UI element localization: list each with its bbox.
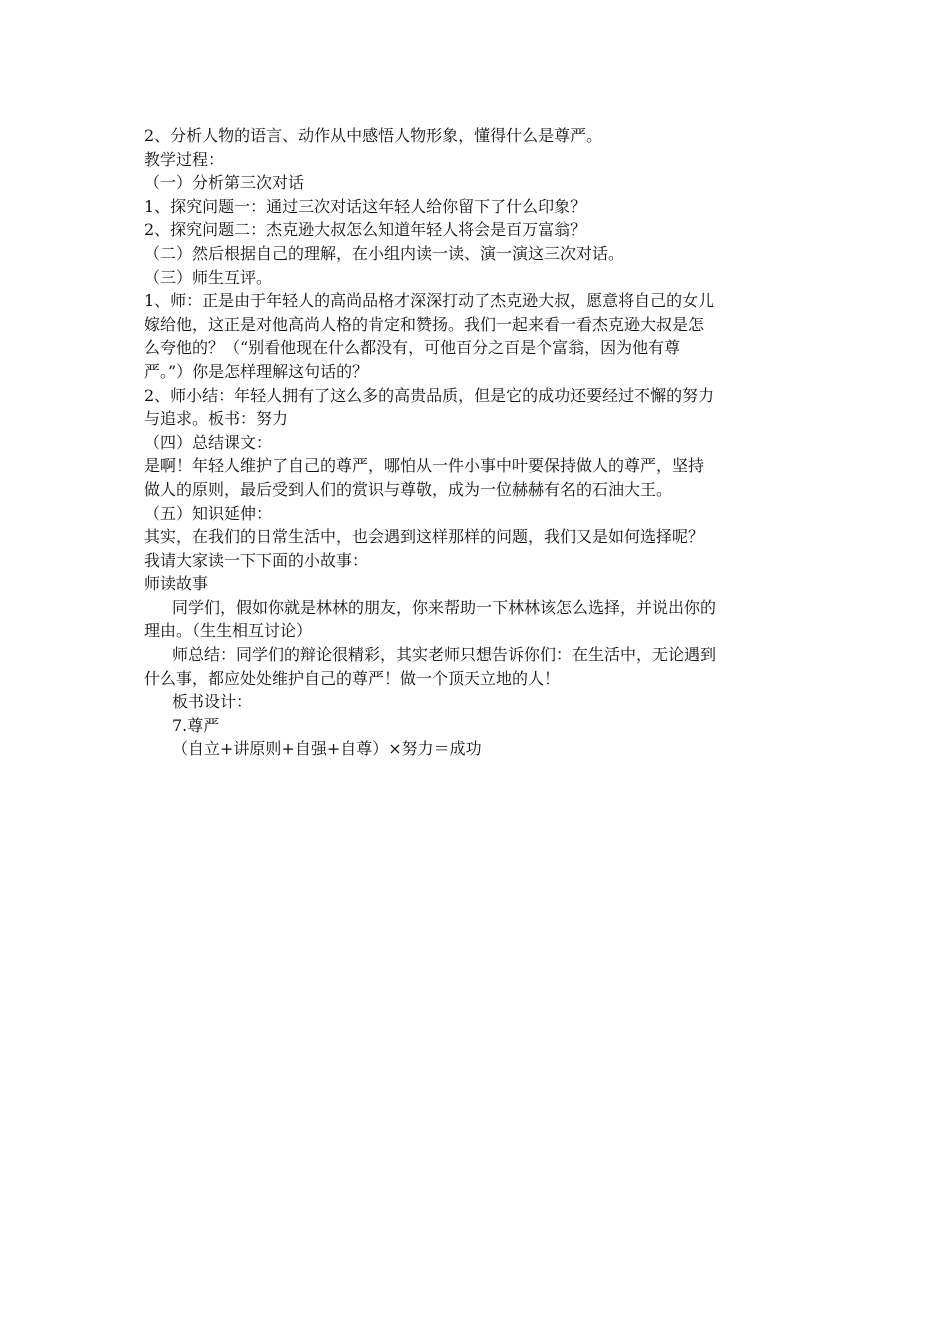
teacher-comment-paragraph xyxy=(144,289,810,383)
lesson-summary-line: 做人的原则，最后受到人们的赏识与尊敬，成为一位赫赫有名的石油大王。 xyxy=(144,479,673,499)
teacher-comment-line: 严。”）你是怎样理解这句话的？ xyxy=(144,361,369,381)
teacher-final-summary-line: 师总结：同学们的辩论很精彩，其实老师只想告诉你们：在生活中，无论遇到 xyxy=(172,645,717,665)
extension-line: 我请大家读一下下面的小故事： xyxy=(144,550,369,570)
section-2-heading: （二）然后根据自己的理解，在小组内读一读、演一演这三次对话。 xyxy=(144,243,625,263)
board-design-heading: 板书设计： xyxy=(172,692,253,712)
teacher-comment-line: 1、师：正是由于年轻人的高尚品格才深深打动了杰克逊大叔，愿意将自己的女儿 xyxy=(144,291,715,311)
teacher-comment-line: 嫁给他，这正是对他高尚人格的肯定和赞扬。我们一起来看一看杰克逊大叔是怎 xyxy=(144,314,705,334)
question-2: 2、探究问题二：杰克逊大叔怎么知道年轻人将会是百万富翁？ xyxy=(144,220,587,240)
document-page xyxy=(144,124,810,761)
section-3-heading: （三）师生互评。 xyxy=(144,267,273,287)
lesson-summary-paragraph xyxy=(144,454,810,501)
board-design-title: 7.尊严 xyxy=(172,715,220,735)
section-5-heading: （五）知识延伸： xyxy=(144,503,273,523)
extension-line: 其实，在我们的日常生活中，也会遇到这样那样的问题，我们又是如何选择呢？ xyxy=(144,527,705,547)
discussion-paragraph xyxy=(144,596,810,643)
teaching-process-heading: 教学过程： xyxy=(144,149,225,169)
teacher-summary-small-line: 与追求。板书：努力 xyxy=(144,409,289,429)
section-4-heading: （四）总结课文： xyxy=(144,432,273,452)
section-1-heading: （一）分析第三次对话 xyxy=(144,173,305,193)
discussion-line: 同学们，假如你就是林林的朋友，你来帮助一下林林该怎么选择，并说出你的 xyxy=(172,597,717,617)
discussion-line: 理由。（生生相互讨论） xyxy=(144,621,313,641)
teacher-comment-line: 么夸他的？（“别看他现在什么都没有，可他百分之百是个富翁，因为他有尊 xyxy=(144,338,681,358)
board-design-formula: （自立+讲原则+自强+自尊）×努力＝成功 xyxy=(172,739,482,759)
teacher-summary-small-line: 2、师小结：年轻人拥有了这么多的高贵品质，但是它的成功还要经过不懈的努力 xyxy=(144,385,715,405)
teaching-goal-2: 2、分析人物的语言、动作从中感悟人物形象，懂得什么是尊严。 xyxy=(144,126,603,145)
extension-paragraph xyxy=(144,525,810,572)
teacher-final-summary-line: 什么事，都应处处维护自己的尊严！做一个顶天立地的人！ xyxy=(144,668,561,688)
lesson-summary-line: 是啊！年轻人维护了自己的尊严，哪怕从一件小事中叶要保持做人的尊严，坚持 xyxy=(144,456,705,476)
teacher-final-summary-paragraph xyxy=(144,643,810,690)
story-label: 师读故事 xyxy=(144,574,209,594)
teacher-summary-small-paragraph xyxy=(144,384,810,431)
question-1: 1、探究问题一：通过三次对话这年轻人给你留下了什么印象？ xyxy=(144,196,587,216)
